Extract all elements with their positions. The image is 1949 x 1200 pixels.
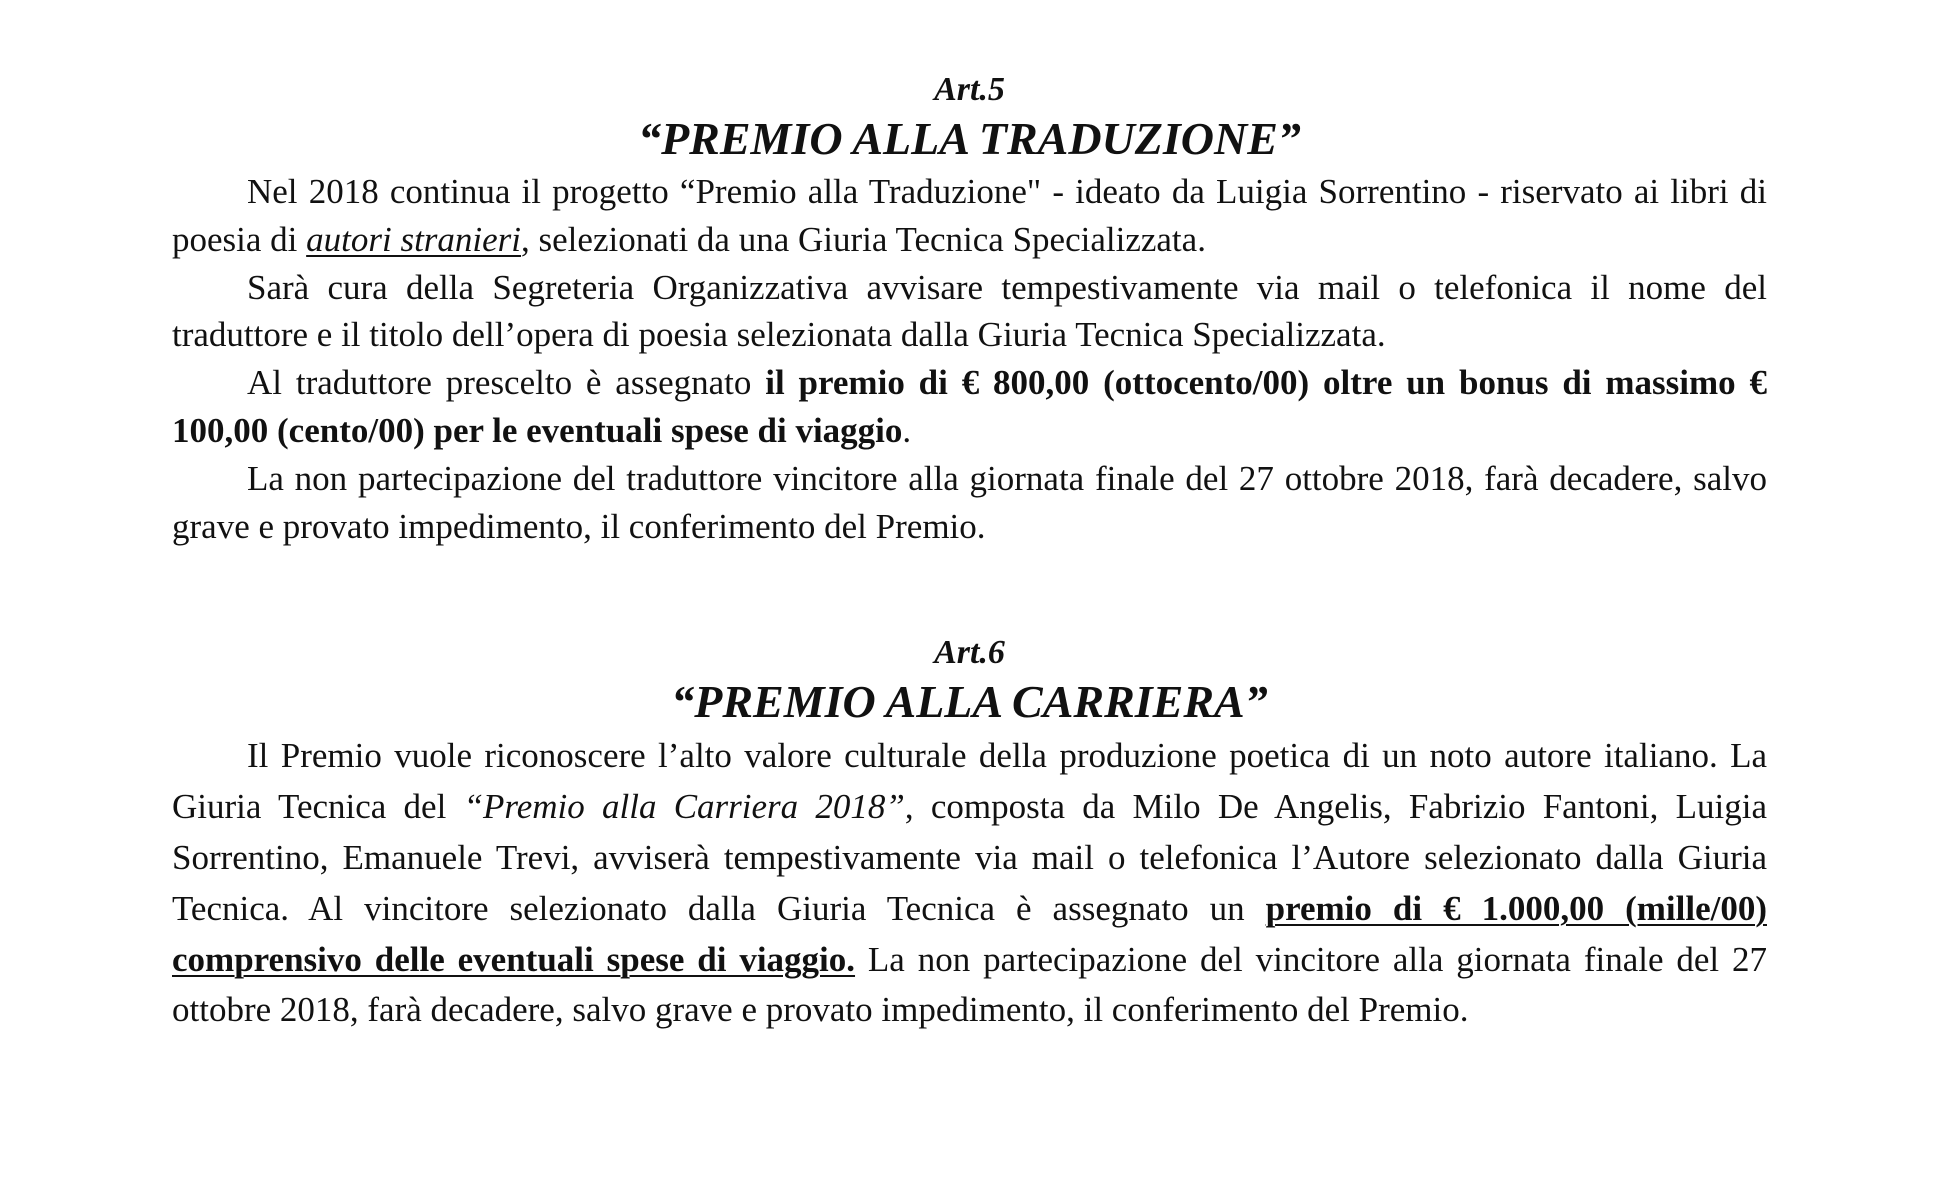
- paragraph: Sarà cura della Segreteria Organizzativa avvisare tempestivamente via mail o telefonica il nome del traduttore e il titolo dell’opera di poesia selezionata dalla Giuria Tecnica Specializzata.: [172, 267, 1767, 355]
- article-5: [172, 68, 1767, 550]
- paragraph-text: .: [902, 410, 912, 450]
- paragraph-text: , selezionati da una Giuria Tecnica Specializzata.: [521, 219, 1206, 259]
- paragraph: [172, 359, 1767, 455]
- paragraph-text: , composta da Milo De Angelis, Fabrizio Fantoni, Luigia Sorrentino, Emanuele Trevi, avviserà tempestivamente via mail o telefonica l’Autore selezionato dalla Giuria Tecnica. Al vincitore selezionato dalla Giuria Tecnica è assegnato un: [172, 787, 1767, 928]
- article-number: Art.6: [934, 634, 1005, 672]
- article-6: [172, 631, 1767, 1036]
- document-page: [172, 68, 1767, 1036]
- paragraph-text: Il Premio vuole riconoscere l’alto valore culturale della produzione poetica di un noto autore italiano. La Giuria Tecnica del: [172, 736, 1767, 827]
- paragraph-text: Al traduttore prescelto è assegnato: [247, 363, 766, 403]
- prize-amount-text: premio di € 1.000,00 (mille/00) comprensivo delle eventuali spese di viaggio.: [172, 888, 1767, 979]
- paragraph-text: Nel 2018 continua il progetto “Premio alla Traduzione" - ideato da Luigia Sorrentino - riservato ai libri di poesia di: [172, 172, 1767, 259]
- article-title: “PREMIO ALLA CARRIERA”: [671, 676, 1268, 728]
- paragraph: [172, 168, 1767, 264]
- paragraph: La non partecipazione del traduttore vincitore alla giornata finale del 27 ottobre 2018, farà decadere, salvo grave e provato impedimento, il conferimento del Premio.: [172, 458, 1767, 546]
- emphasized-text: autori stranieri: [306, 219, 522, 259]
- paragraph: [172, 731, 1767, 1036]
- prize-amount-text: il premio di € 800,00 (ottocento/00) oltre un bonus di massimo € 100,00 (cento/00) per le eventuali spese di viaggio: [172, 363, 1768, 450]
- award-name-text: “Premio alla Carriera 2018”: [463, 787, 905, 827]
- paragraph-text: La non partecipazione del vincitore alla giornata finale del 27 ottobre 2018, farà decadere, salvo grave e provato impedimento, il conferimento del Premio.: [172, 939, 1767, 1030]
- article-number: Art.5: [934, 71, 1005, 108]
- article-title: “PREMIO ALLA TRADUZIONE”: [638, 113, 1301, 164]
